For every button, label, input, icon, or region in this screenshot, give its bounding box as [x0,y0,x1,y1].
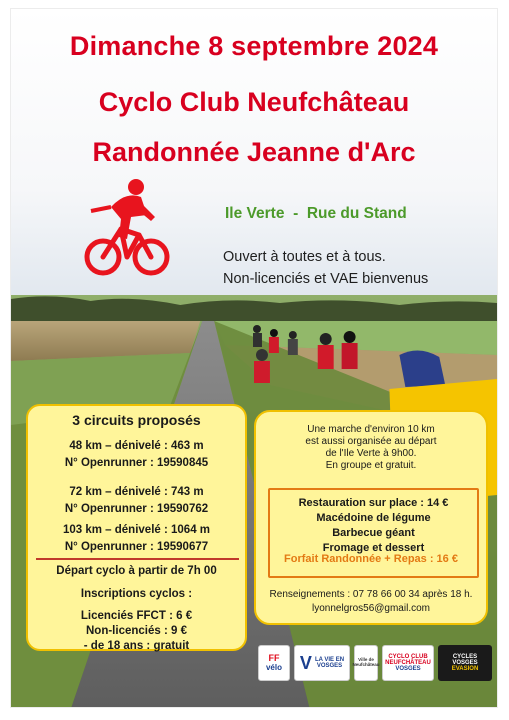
price-under-18: - de 18 ans : gratuit [83,640,190,652]
contact-phone: Renseignements : 07 78 66 00 34 après 18 h. [269,589,473,600]
event-date: Dimanche 8 septembre 2024 [69,31,439,61]
info-box [254,410,488,625]
welcome-line-1: Ouvert à toutes et à tous. [223,249,386,265]
cyclist-icon [81,177,171,287]
separator-line [36,558,239,560]
meal-item-2: Barbecue géant [332,527,415,539]
meal-title: Restauration sur place : 14 € [298,497,449,509]
cyclo-club-logo: CYCLO CLUB NEUFCHÂTEAU VOSGES [382,645,434,681]
cycles-vosges-evasion-logo: CYCLES VOSGES EVASION [438,645,492,681]
price-licencies: Licenciés FFCT : 6 € [80,610,193,622]
circuits-box [26,404,247,651]
inscriptions-title: Inscriptions cyclos : [80,588,193,600]
price-non-licencies: Non-licenciés : 9 € [86,625,187,637]
walk-line-1: Une marche d'environ 10 km [307,424,435,435]
circuit-3-openrunner: N° Openrunner : 19590677 [64,541,209,553]
event-name: Randonnée Jeanne d'Arc [92,137,416,167]
meal-item-1: Macédoine de légume [316,512,431,524]
circuit-2-distance: 72 km – dénivelé : 743 m [69,486,204,498]
circuits-title: 3 circuits proposés [72,412,201,428]
location: Ile Verte - Rue du Stand [225,205,407,222]
walk-line-3: de l'Ile Verte à 9h00. [325,448,417,459]
walk-line-2: est aussi organisée au départ [305,436,437,447]
circuit-2-openrunner: N° Openrunner : 19590762 [64,503,209,515]
meal-item-3: Fromage et dessert [322,542,425,554]
flyer-frame [10,8,498,708]
forfait-offer: Forfait Randonnée + Repas : 16 € [284,553,458,565]
vosges-logo: V LA VIE EN VOSGES [294,645,350,681]
club-name: Cyclo Club Neufchâteau [98,87,410,117]
circuit-3-distance: 103 km – dénivelé : 1064 m [62,524,211,536]
contact-email[interactable]: lyonnelgros56@gmail.com [312,603,430,614]
circuit-1-distance: 48 km – dénivelé : 463 m [69,440,204,452]
welcome-line-2: Non-licenciés et VAE bienvenus [223,271,429,287]
circuit-1-openrunner: N° Openrunner : 19590845 [64,457,209,469]
walk-line-4: En groupe et gratuit. [325,460,417,471]
ville-neufchateau-logo: Ville de Neufchâteau [354,645,378,681]
departure-time: Départ cyclo à partir de 7h 00 [56,565,217,577]
ffvelo-logo: FF vélo [258,645,290,681]
sponsor-logos [258,645,494,685]
